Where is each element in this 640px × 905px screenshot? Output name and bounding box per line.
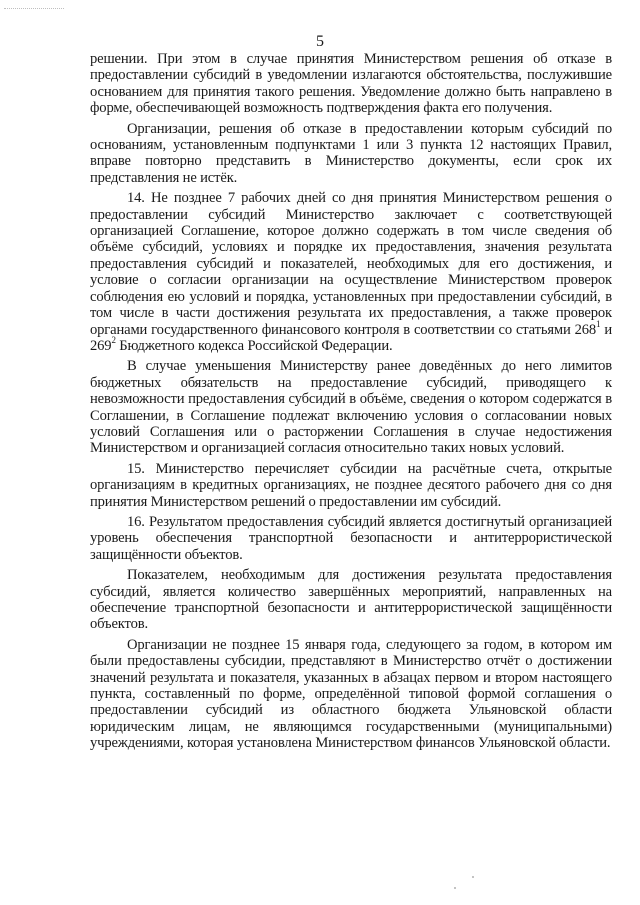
superscript: 1 bbox=[596, 318, 601, 329]
paragraph-text: и 269 bbox=[90, 321, 612, 354]
paragraph: Показателем, необходимым для достижения результата предоставления субсидий, является количество завершённых мероприятий, направленных на обеспечение транспортной безопасности и антитеррористической защищённости объектов. bbox=[90, 567, 612, 633]
paragraph-item-14 bbox=[90, 190, 612, 354]
superscript: 2 bbox=[111, 335, 116, 346]
scan-artifact bbox=[4, 8, 64, 11]
paragraph: Организации не позднее 15 января года, следующего за годом, в котором им были предоставлены субсидии, представляют в Министерство отчёт о достижении значений результата и показателя, указанных в абзацах первом и втором настоящего пункта, составленный по форме, определённой типовой формой соглашения о предоставлении субсидий из областного бюджета Ульяновской области юридическим лицам, не являющимся государственными (муниципальными) учреждениями, которая установлена Министерством финансов Ульяновской области. bbox=[90, 636, 612, 752]
paragraph-text: 14. Не позднее 7 рабочих дней со дня принятия Министерством решения о предоставлении субсидий Министерство заключает с соответствующей организацией Соглашение, которое должно содержать в том числе сведения об объёме субсидий, условиях и порядке их предоставления, значения результата предоставления субсидий и показателей, необходимых для его достижения, и условие о согласии организации на осуществление Министерством проверок соблюдения ею условий и порядка, установленных при предоставлении субсидий, в том числе в части достижения результата их предоставления, а также проверок органами государственного финансового контроля в соответствии со статьями 268 bbox=[90, 190, 612, 338]
scan-artifact bbox=[472, 876, 474, 878]
paragraph: решении. При этом в случае принятия Министерством решения об отказе в предоставлении субсидий в уведомлении излагаются обстоятельства, послужившие основанием для принятия такого решения. Уведомление должно быть направлено в форме, обеспечивающей возможность подтверждения факта его получения. bbox=[90, 51, 612, 117]
page-number: 5 bbox=[316, 33, 324, 50]
paragraph-text: Бюджетного кодекса Российской Федерации. bbox=[115, 337, 393, 354]
document-body bbox=[90, 51, 612, 752]
paragraph: Организации, решения об отказе в предоставлении которым субсидий по основаниям, установленным подпунктами 1 или 3 пункта 12 настоящих Правил, вправе повторно представить в Министерство документы, если срок их представления не истёк. bbox=[90, 120, 612, 186]
paragraph-item-16: 16. Результатом предоставления субсидий является достигнутый организацией уровень обеспечения транспортной безопасности и антитеррористической защищённости объектов. bbox=[90, 513, 612, 563]
paragraph-item-15: 15. Министерство перечисляет субсидии на расчётные счета, открытые организациям в кредитных организациях, не позднее десятого рабочего дня со дня принятия Министерством решений о предоставлении им субсидий. bbox=[90, 460, 612, 510]
scan-artifact bbox=[454, 887, 456, 889]
paragraph: В случае уменьшения Министерству ранее доведённых до него лимитов бюджетных обязательств на предоставление субсидий, приводящего к невозможности предоставления субсидий в объёме, сведения о котором содержатся в Соглашении, в Соглашение подлежат включению условия о согласовании новых условий Соглашения или о расторжении Соглашения в случае недостижения Министерством и организацией согласия относительно таких новых условий. bbox=[90, 358, 612, 457]
